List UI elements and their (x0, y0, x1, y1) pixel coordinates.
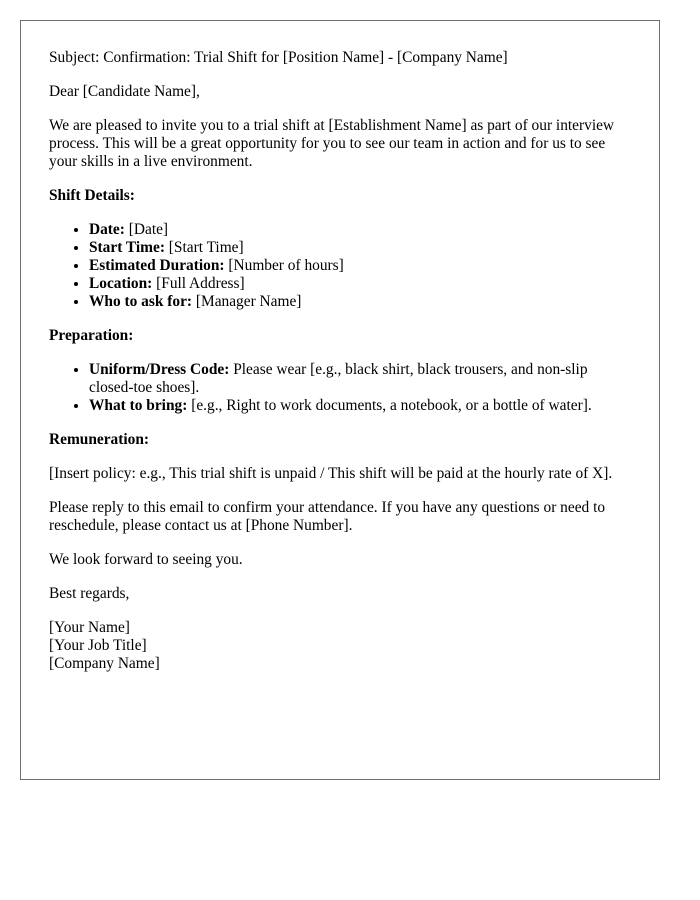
letter-document (20, 20, 660, 780)
item-label: Estimated Duration: (89, 257, 225, 274)
item-value: [Date] (124, 221, 169, 238)
item-value: [e.g., Right to work documents, a notebook, or a bottle of water]. (187, 397, 592, 414)
item-label: Start Time: (89, 239, 165, 256)
item-label: Location: (89, 275, 153, 292)
preparation-heading: Preparation: (49, 327, 134, 344)
closing-line: We look forward to seeing you. (49, 551, 243, 568)
item-value: [Manager Name] (192, 293, 302, 310)
remuneration-heading: Remuneration: (49, 431, 150, 448)
shift-details-list (49, 221, 631, 311)
signature-job-title: [Your Job Title] (49, 637, 147, 654)
item-label: What to bring: (89, 397, 188, 414)
list-item (89, 361, 631, 397)
item-label: Uniform/Dress Code: (89, 361, 230, 378)
sign-off: Best regards, (49, 585, 130, 602)
item-value: [Full Address] (152, 275, 245, 292)
item-value: [Number of hours] (224, 257, 344, 274)
signature-name: [Your Name] (49, 619, 130, 636)
reply-request-paragraph: Please reply to this email to confirm your attendance. If you have any questions or need to reschedule, please contact us at [Phone Number]. (49, 499, 606, 534)
list-item (89, 257, 631, 275)
item-value: Please wear [e.g., black shirt, black trousers, and non-slip closed-toe shoes]. (89, 361, 588, 396)
greeting: Dear [Candidate Name], (49, 83, 200, 100)
shift-details-heading: Shift Details: (49, 187, 135, 204)
subject-line: Subject: Confirmation: Trial Shift for [Position Name] - [Company Name] (49, 49, 508, 66)
signature-company: [Company Name] (49, 655, 160, 672)
list-item (89, 239, 631, 257)
signature-block (49, 619, 631, 673)
item-label: Date: (89, 221, 125, 238)
preparation-list (49, 361, 631, 415)
intro-paragraph: We are pleased to invite you to a trial shift at [Establishment Name] as part of our interview process. This will be a great opportunity for you to see our team in action and for us to see your skills in a live environment. (49, 117, 615, 170)
list-item (89, 221, 631, 239)
list-item (89, 293, 631, 311)
list-item (89, 397, 631, 415)
item-label: Who to ask for: (89, 293, 193, 310)
item-value: [Start Time] (164, 239, 244, 256)
list-item (89, 275, 631, 293)
remuneration-text: [Insert policy: e.g., This trial shift is unpaid / This shift will be paid at the hourly rate of X]. (49, 465, 613, 482)
